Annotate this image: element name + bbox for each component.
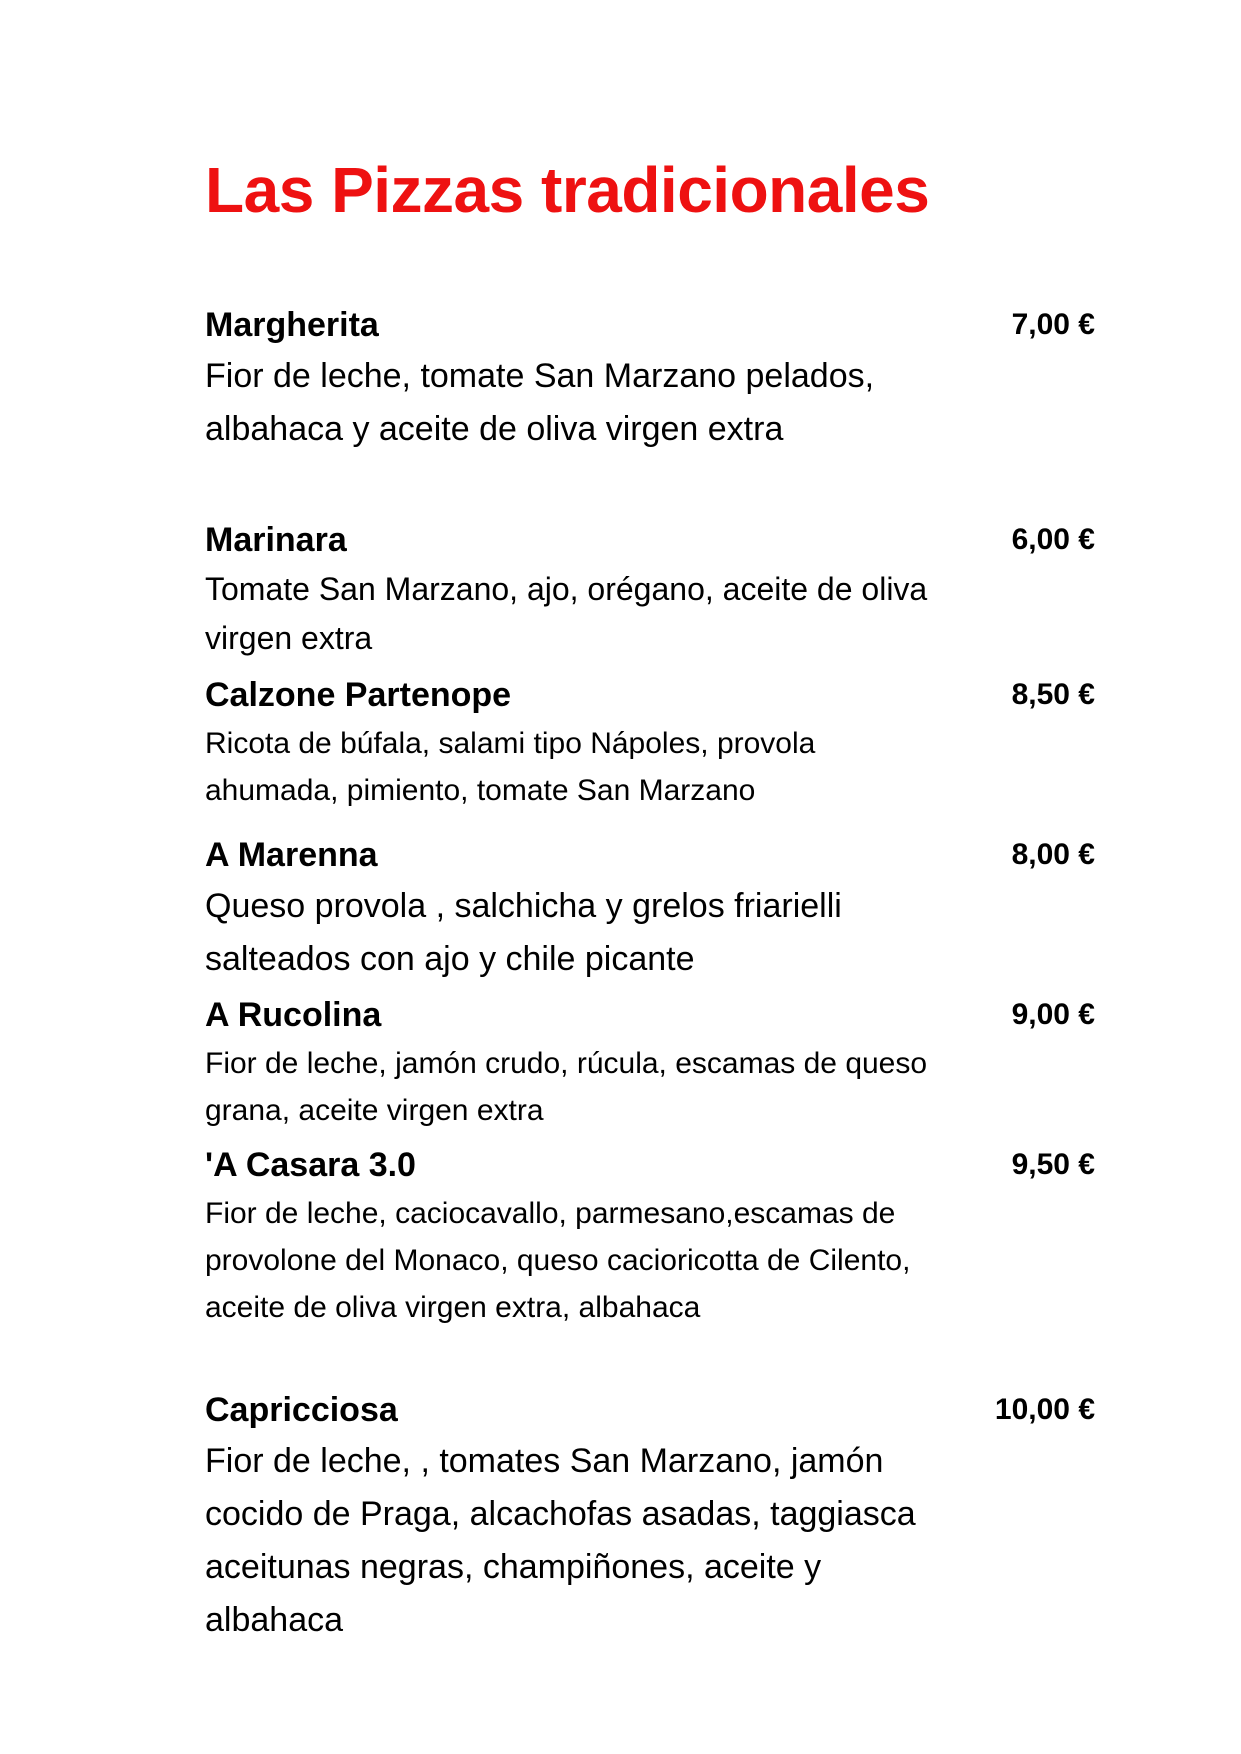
menu-item-margherita: [205, 300, 1095, 456]
menu-item-calzone-partenope: [205, 670, 1095, 814]
menu-item-name: 'A Casara 3.0: [205, 1146, 416, 1184]
menu-item-header: [205, 830, 1095, 880]
menu-item-description: Tomate San Marzano, ajo, orégano, aceite de oliva virgen extra: [205, 571, 928, 656]
menu-item-name: Capricciosa: [205, 1391, 398, 1429]
menu-item-price: 10,00 €: [994, 1393, 1095, 1426]
menu-item-description: Fior de leche, tomate San Marzano pelados, albahaca y aceite de oliva virgen extra: [205, 357, 875, 448]
menu-item-name: Marinara: [205, 521, 347, 559]
menu-item-description: Queso provola , salchicha y grelos friarielli salteados con ajo y chile picante: [205, 887, 842, 978]
menu-item-description: Fior de leche, caciocavallo, parmesano,escamas de provolone del Monaco, queso cacioricotta de Cilento, aceite de oliva virgen extra, albahaca: [205, 1197, 911, 1324]
menu-item-price: 8,00 €: [1011, 838, 1095, 871]
menu-item-header: [205, 1140, 1095, 1190]
menu-item-description: Fior de leche, , tomates San Marzano, jamón cocido de Praga, alcachofas asadas, taggiasca aceitunas negras, champiñones, aceite y albahaca: [205, 1442, 916, 1639]
menu-item-price: 6,00 €: [1011, 523, 1095, 556]
menu-item-header: [205, 990, 1095, 1040]
menu-item-header: [205, 670, 1095, 720]
menu-item-name: Margherita: [205, 306, 379, 344]
menu-item-name: A Marenna: [205, 836, 378, 874]
menu-item-price: 8,50 €: [1011, 678, 1095, 711]
menu-item-price: 7,00 €: [1011, 308, 1095, 341]
menu-item-description: Ricota de búfala, salami tipo Nápoles, provola ahumada, pimiento, tomate San Marzano: [205, 727, 816, 807]
menu-item-description: Fior de leche, jamón crudo, rúcula, escamas de queso grana, aceite virgen extra: [205, 1047, 928, 1127]
menu-item-a-rucolina: [205, 990, 1095, 1134]
menu-item-price: 9,50 €: [1011, 1148, 1095, 1181]
menu-item-a-marenna: [205, 830, 1095, 986]
menu-item-a-casara: [205, 1140, 1095, 1331]
menu-item-name: Calzone Partenope: [205, 676, 512, 714]
menu-item-marinara: [205, 515, 1095, 663]
menu-item-price: 9,00 €: [1011, 998, 1095, 1031]
menu-item-capricciosa: [205, 1385, 1095, 1647]
page-title: Las Pizzas tradicionales: [205, 154, 930, 226]
menu-item-name: A Rucolina: [205, 996, 382, 1034]
menu-item-header: [205, 1385, 1095, 1435]
menu-item-header: [205, 300, 1095, 350]
menu-item-header: [205, 515, 1095, 565]
